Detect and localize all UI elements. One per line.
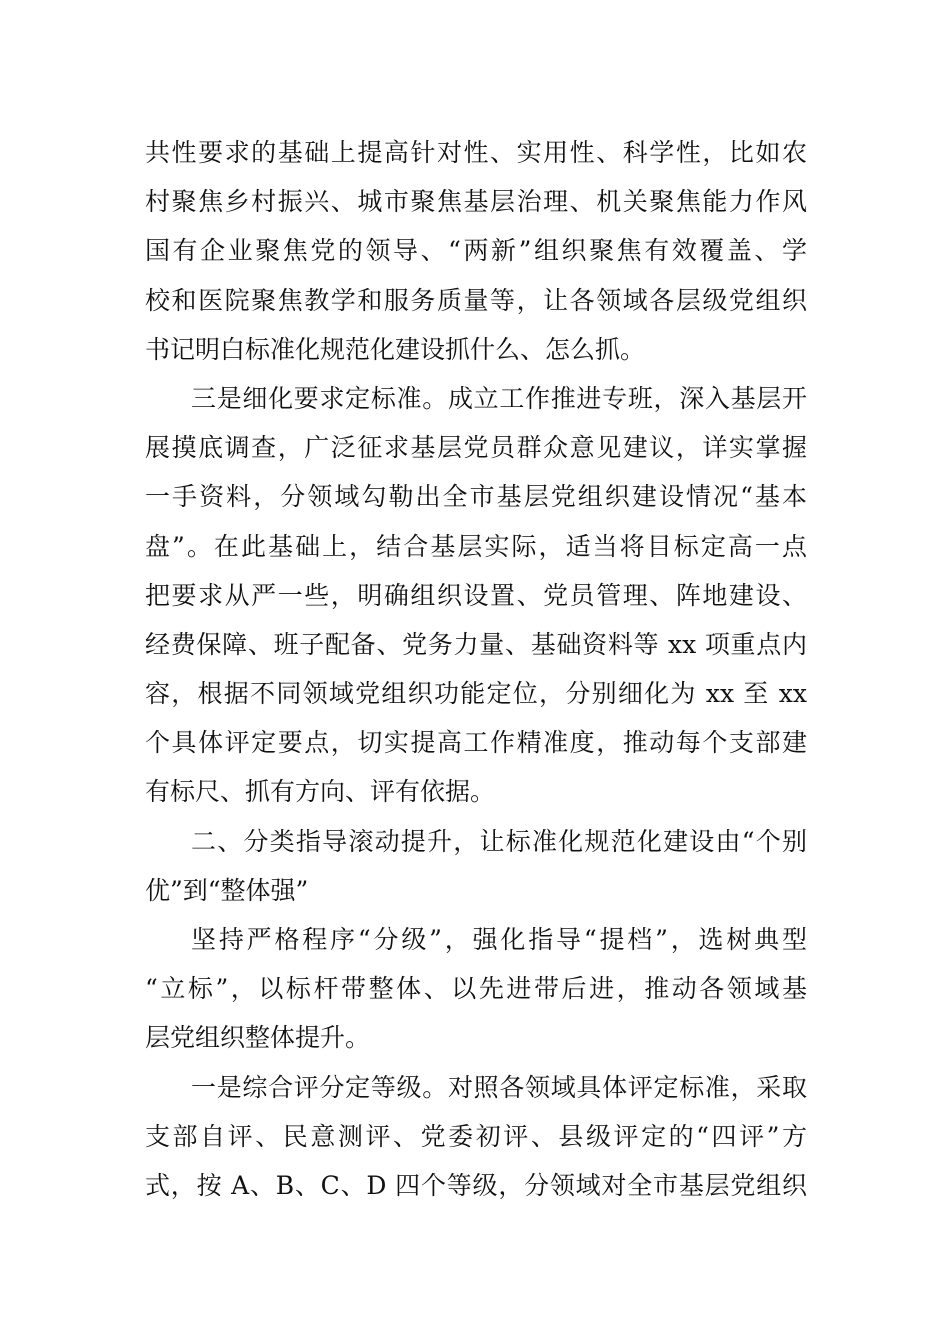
text-line: 容，根据不同领域党组织功能定位，分别细化为 xx 至 xx bbox=[145, 679, 807, 709]
text-line: 三是细化要求定标准。成立工作推进专班，深入基层开 bbox=[191, 383, 807, 413]
text-line: 国有企业聚焦党的领导、“两新”组织聚焦有效覆盖、学 bbox=[145, 236, 807, 266]
text-line: 校和医院聚焦教学和服务质量等，让各领域各层级党组织 bbox=[145, 285, 807, 315]
text-line: 村聚焦乡村振兴、城市聚焦基层治理、机关聚焦能力作风 bbox=[145, 187, 807, 217]
text-line: 书记明白标准化规范化建设抓什么、怎么抓。 bbox=[145, 334, 646, 364]
text-line: 一手资料，分领域勾勒出全市基层党组织建设情况“基本 bbox=[145, 482, 807, 512]
text-line: 经费保障、班子配备、党务力量、基础资料等 xx 项重点内 bbox=[145, 629, 807, 659]
text-line: 式，按 A、B、C、D 四个等级，分领域对全市基层党组织 bbox=[145, 1170, 807, 1200]
text-line: 有标尺、抓有方向、评有依据。 bbox=[145, 777, 496, 807]
text-line: 一是综合评分定等级。对照各领域具体评定标准，采取 bbox=[191, 1072, 807, 1102]
text-line: 展摸底调查，广泛征求基层党员群众意见建议，详实掌握 bbox=[145, 433, 807, 463]
text-line: “立标”，以标杆带整体、以先进带后进，推动各领域基 bbox=[145, 974, 807, 1004]
text-line: 共性要求的基础上提高针对性、实用性、科学性，比如农 bbox=[145, 138, 807, 167]
body-text bbox=[145, 128, 807, 1210]
text-line: 层党组织整体提升。 bbox=[145, 1023, 371, 1053]
text-line: 二、分类指导滚动提升，让标准化规范化建设由“个别 bbox=[191, 826, 807, 856]
text-line: 优”到“整体强” bbox=[145, 875, 309, 905]
text-line: 把要求从严一些，明确组织设置、党员管理、阵地建设、 bbox=[145, 580, 807, 610]
text-line: 坚持严格程序“分级”，强化指导“提档”，选树典型 bbox=[191, 925, 807, 954]
text-line: 支部自评、民意测评、党委初评、县级评定的“四评”方 bbox=[145, 1121, 807, 1151]
text-line: 盘”。在此基础上，结合基层实际，适当将目标定高一点 bbox=[145, 531, 807, 561]
text-line: 个具体评定要点，切实提高工作精准度，推动每个支部建 bbox=[145, 728, 807, 758]
